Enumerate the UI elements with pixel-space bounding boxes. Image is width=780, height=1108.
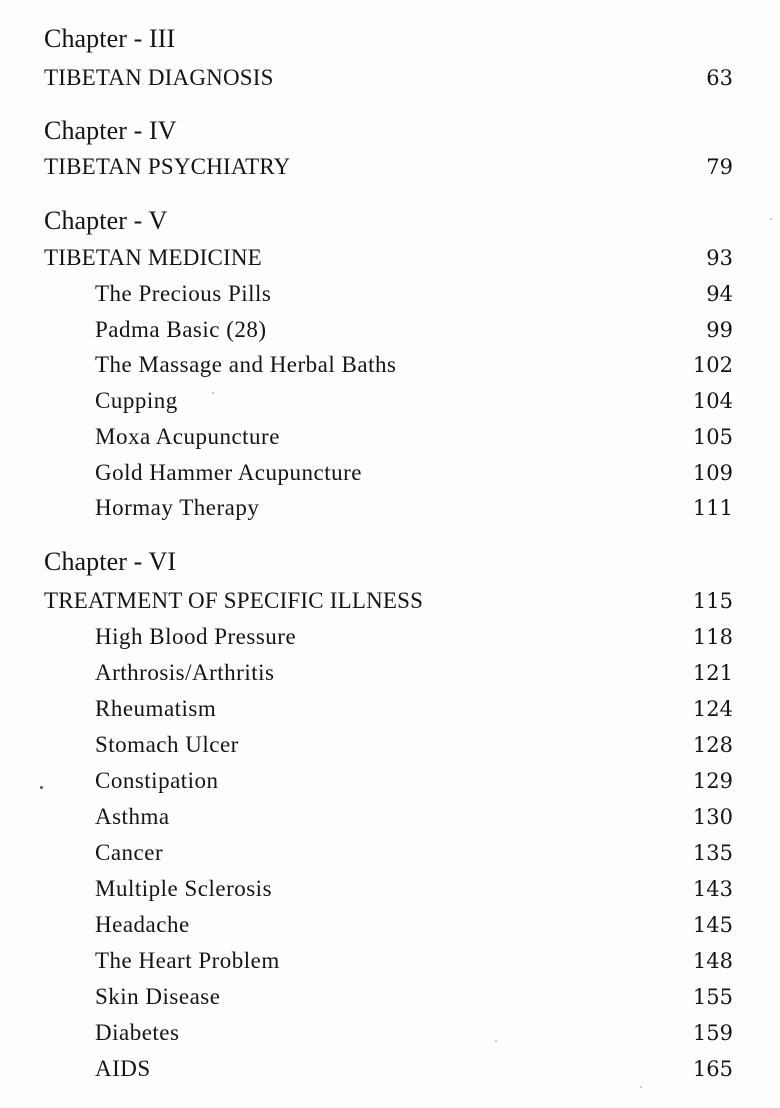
page-number: 128 (692, 733, 733, 757)
section-row[interactable] (0, 836, 780, 870)
section-title: Stomach Ulcer (95, 732, 239, 757)
section-title: Constipation (95, 768, 219, 793)
section-title: Padma Basic (28) (95, 317, 267, 342)
chapter-title-row[interactable] (0, 241, 780, 275)
page-number: 165 (692, 1057, 733, 1081)
page-number: 105 (692, 425, 733, 449)
scan-speck (212, 392, 214, 394)
page-number: 109 (692, 461, 733, 485)
section-title: Headache (95, 912, 190, 937)
chapter-label: Chapter - III (44, 24, 176, 53)
section-title: Skin Disease (95, 984, 221, 1009)
section-row[interactable] (0, 692, 780, 726)
section-row[interactable] (0, 277, 780, 311)
section-row[interactable] (0, 313, 780, 347)
section-title: The Precious Pills (95, 281, 272, 306)
section-row[interactable] (0, 764, 780, 798)
section-row[interactable] (0, 728, 780, 762)
page-number: 124 (692, 697, 733, 721)
section-title: Moxa Acupuncture (95, 424, 280, 449)
page-number: 159 (692, 1021, 733, 1045)
page-number: 94 (706, 282, 733, 306)
section-row[interactable] (0, 620, 780, 654)
section-row[interactable] (0, 348, 780, 382)
page-number: 118 (692, 625, 733, 649)
chapter-label: Chapter - IV (44, 116, 177, 145)
section-title: AIDS (95, 1056, 151, 1081)
section-row[interactable] (0, 800, 780, 834)
section-title: Hormay Therapy (95, 495, 260, 520)
scan-speck (770, 218, 772, 220)
scan-speck (640, 1086, 642, 1088)
section-title: Rheumatism (95, 696, 217, 721)
chapter-heading-row (0, 22, 780, 56)
section-title: Arthrosis/Arthritis (95, 660, 275, 685)
section-row[interactable] (0, 491, 780, 525)
page-number: 63 (706, 66, 733, 90)
chapter-title-row[interactable] (0, 150, 780, 184)
page-number: 129 (692, 769, 733, 793)
section-row[interactable] (0, 908, 780, 942)
page-number: 143 (692, 877, 733, 901)
section-title: Cupping (95, 388, 178, 413)
chapter-heading-row (0, 114, 780, 148)
page-number: 102 (692, 353, 733, 377)
chapter-title-row[interactable] (0, 584, 780, 618)
section-row[interactable] (0, 872, 780, 906)
section-title: The Heart Problem (95, 948, 280, 973)
page-number: 99 (706, 318, 733, 342)
scan-speck (40, 786, 43, 789)
section-title: Multiple Sclerosis (95, 876, 273, 901)
section-row[interactable] (0, 1052, 780, 1086)
section-title: Gold Hammer Acupuncture (95, 460, 362, 485)
chapter-title: TIBETAN DIAGNOSIS (44, 65, 274, 90)
chapter-heading-row (0, 204, 780, 238)
section-row[interactable] (0, 656, 780, 690)
chapter-title: TIBETAN MEDICINE (44, 245, 262, 270)
section-title: The Massage and Herbal Baths (95, 352, 397, 377)
chapter-title-row[interactable] (0, 61, 780, 95)
section-row[interactable] (0, 456, 780, 490)
chapter-label: Chapter - V (44, 206, 168, 235)
chapter-heading-row (0, 545, 780, 579)
section-title: Asthma (95, 804, 170, 829)
section-title: Diabetes (95, 1020, 180, 1045)
page-number: 104 (692, 389, 733, 413)
section-row[interactable] (0, 1016, 780, 1050)
page-number: 79 (706, 155, 733, 179)
chapter-label: Chapter - VI (44, 547, 177, 576)
scan-speck (495, 1040, 497, 1042)
page-number: 93 (706, 246, 733, 270)
section-row[interactable] (0, 384, 780, 418)
section-row[interactable] (0, 944, 780, 978)
page-number: 115 (692, 589, 733, 613)
chapter-title: TIBETAN PSYCHIATRY (44, 154, 291, 179)
section-row[interactable] (0, 420, 780, 454)
chapter-title: TREATMENT OF SPECIFIC ILLNESS (44, 588, 424, 613)
section-title: Cancer (95, 840, 164, 865)
page-number: 145 (692, 913, 733, 937)
page-number: 148 (692, 949, 733, 973)
page-number: 155 (692, 985, 733, 1009)
page-number: 111 (692, 496, 733, 520)
page-number: 135 (692, 841, 733, 865)
section-title: High Blood Pressure (95, 624, 297, 649)
section-row[interactable] (0, 980, 780, 1014)
page-number: 130 (692, 805, 733, 829)
page-number: 121 (692, 661, 733, 685)
